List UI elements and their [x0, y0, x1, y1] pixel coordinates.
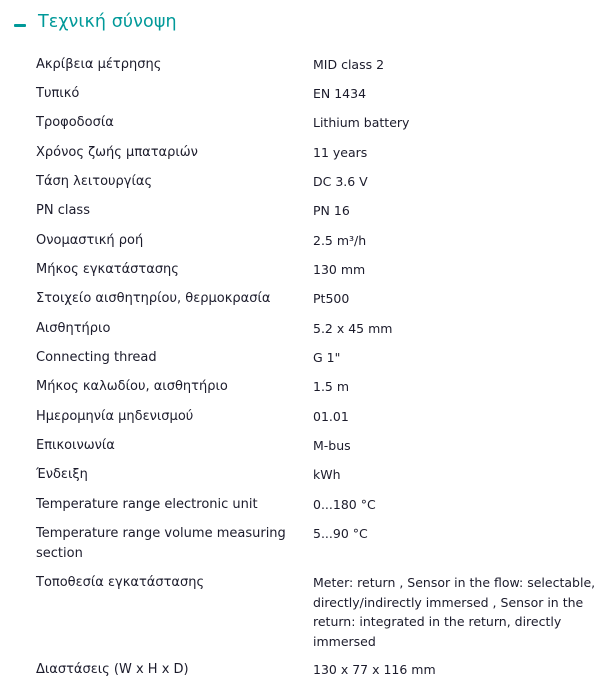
spec-label: Τοποθεσία εγκατάστασης	[36, 575, 205, 590]
spec-label: PN class	[36, 203, 90, 218]
spec-label: Connecting thread	[36, 350, 157, 365]
spec-value: 11 years	[313, 145, 368, 160]
spec-value: kWh	[313, 467, 341, 482]
spec-value: 1.5 m	[313, 379, 350, 394]
spec-value: 130 mm	[313, 262, 366, 277]
spec-value: Pt500	[313, 291, 350, 306]
spec-label: Τάση λειτουργίας	[36, 174, 153, 189]
spec-value: EN 1434	[313, 86, 367, 101]
spec-value: G 1"	[313, 350, 341, 365]
spec-label: Μήκος εγκατάστασης	[36, 262, 179, 277]
spec-value: 5...90 °C	[313, 526, 368, 541]
spec-label: Μήκος καλωδίου, αισθητήριο	[36, 379, 228, 394]
spec-value: MID class 2	[313, 57, 385, 72]
spec-label: Ένδειξη	[36, 467, 88, 482]
spec-value: DC 3.6 V	[313, 174, 368, 189]
spec-label: Αισθητήριο	[36, 321, 111, 336]
spec-label: Τυπικό	[36, 86, 80, 101]
spec-label: Ακρίβεια μέτρησης	[36, 57, 162, 72]
spec-label: Τροφοδοσία	[36, 115, 114, 130]
spec-label: Ονομαστική ροή	[36, 233, 144, 248]
spec-value: 130 x 77 x 116 mm	[313, 662, 436, 677]
minus-icon[interactable]	[14, 24, 26, 27]
spec-label: Temperature range volume measuring section	[36, 526, 286, 561]
spec-value: M-bus	[313, 438, 351, 453]
spec-label: Στοιχείο αισθητηρίου, θερμοκρασία	[36, 291, 271, 306]
section-title: Τεχνική σύνοψη	[38, 12, 177, 32]
spec-label: Διαστάσεις (W x H x D)	[36, 662, 189, 677]
section-header[interactable]	[0, 0, 602, 50]
spec-value: 5.2 x 45 mm	[313, 321, 393, 336]
spec-value: Lithium battery	[313, 115, 410, 130]
spec-value: 2.5 m³/h	[313, 233, 367, 248]
spec-label: Επικοινωνία	[36, 438, 115, 453]
spec-label: Ημερομηνία μηδενισμού	[36, 409, 194, 424]
spec-value: 01.01	[313, 409, 349, 424]
spec-label: Χρόνος ζωής μπαταριών	[36, 145, 198, 160]
spec-value: Meter: return , Sensor in the flow: selectable, directly/indirectly immersed , Sensor in the return: integrated in the return, directly immersed	[313, 575, 596, 649]
spec-value: PN 16	[313, 203, 350, 218]
spec-label: Temperature range electronic unit	[36, 497, 258, 512]
spec-value: 0...180 °C	[313, 497, 376, 512]
